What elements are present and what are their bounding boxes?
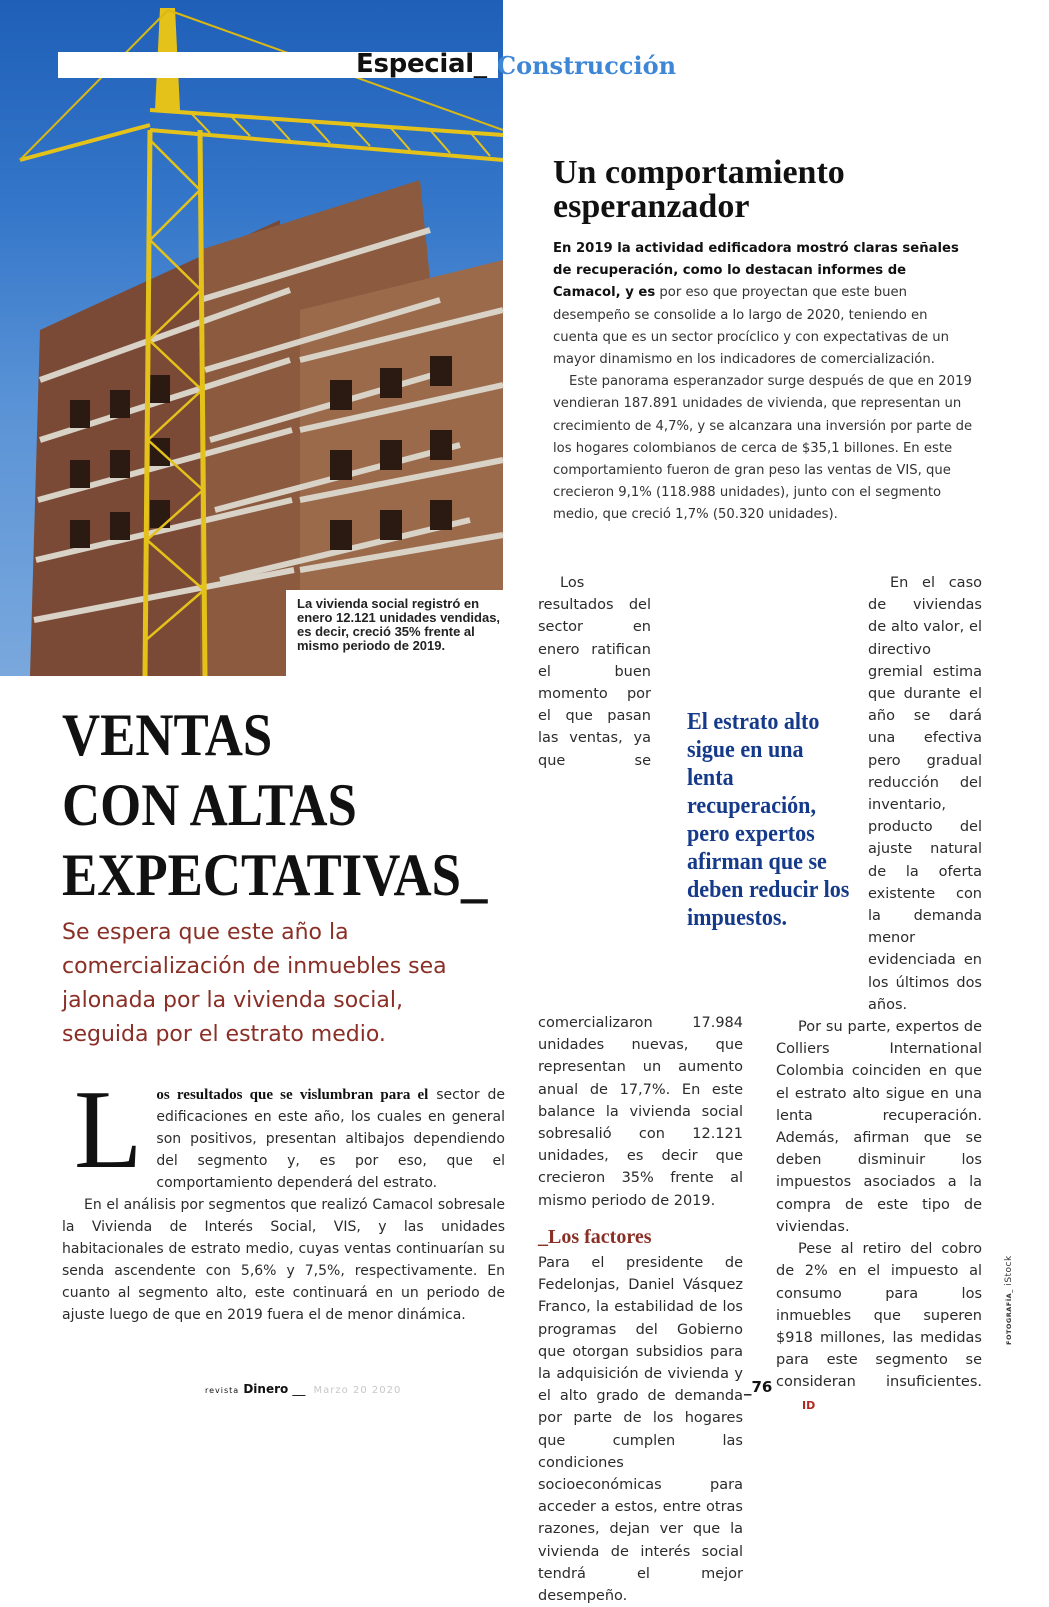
paragraph-intro: Los resultados que se vislumbran para el sector de edificaciones en este año, los cuales en general son positivos, presentan altibajos dependiendo del segmento y, es por eso, que el comportamiento dependerá del estrato. bbox=[74, 1068, 505, 1192]
box-paragraph-1: En 2019 la actividad edificadora mostró claras señales de recuperación, como lo destacan informes de Camacol, y es por eso que proyectan que este buen desempeño se consolide a lo largo de 2020, teniendo en cuenta que es un sector procíclico y con expectativas de un mayor dinamismo en los indicadores de comercialización. bbox=[553, 241, 959, 368]
section-label: Especial_ bbox=[356, 49, 487, 79]
end-mark: ID bbox=[802, 1398, 816, 1412]
paragraph-final: Pese al retiro del cobro de 2% en el impuesto al consumo para los inmuebles que superen $918 millones, las medidas para este segmento se consideran insuficientes.ID bbox=[776, 1238, 982, 1417]
issue-date: Marzo 20 2020 bbox=[313, 1385, 402, 1396]
publication-brand: Dinero bbox=[243, 1382, 289, 1396]
box-body bbox=[553, 238, 973, 527]
subsection-title: _Los factores bbox=[538, 1225, 652, 1248]
footer-publication: revista Dinero __ Marzo 20 2020 bbox=[205, 1382, 402, 1397]
section-subtitle: Construcción bbox=[497, 51, 677, 80]
page-number: _76 bbox=[744, 1378, 773, 1396]
paragraph: Para el presidente de Fedelonjas, Daniel Vásquez Franco, la estabilidad de los programas del Gobierno que otorgan subsidios para la adquisición de vivienda y el alto grado de demanda por parte de los hogares que cumplen las condiciones socioeconómicas para acceder a estos, entre otras razones, dejan ver que la vivienda de interés social tendrá el mejor desempeño. bbox=[538, 1255, 743, 1605]
photo-caption: La vivienda social registró en enero 12.121 unidades vendidas, es decir, creció 35% frente al mismo periodo de 2019. bbox=[286, 590, 503, 676]
paragraph: En el caso de viviendas de alto valor, el directivo gremial estima que durante el año se dará una efectiva pero gradual reducción del inventario, producto del ajuste natural de la oferta existente con la demanda menor evidenciada en los últimos dos años. bbox=[868, 575, 982, 1013]
construction-crane-illustration bbox=[0, 0, 503, 676]
paragraph: Los resultados del sector en enero ratifican el buen momento por el que pasan las ventas, ya que se comercializaron 17.984 unidades nuevas, que representan un aumento anual de 17,7%. En este balance la vivienda social sobresalió con 12.121 unidades, es decir que crecieron 35% frente al mismo periodo de 2019. bbox=[538, 575, 743, 1209]
headline: VENTAS CON ALTAS EXPECTATIVAS_ bbox=[62, 702, 488, 908]
paragraph: En el análisis por segmentos que realizó Camacol sobresale la Vivienda de Interés Social, VIS, y las unidades habitacionales de estrato medio, cuyas ventas continuarían su senda ascendente con 5,6% y 7,5%, respectivamente. En cuanto al segmento alto, este continuará en un periodo de ajuste luego de que en 2019 fuera el de menor dinámica. bbox=[62, 1197, 505, 1323]
box-paragraph-2: Este panorama esperanzador surge después de que en 2019 vendieran 187.891 unidades de vivienda, que representan un crecimiento de 4,7%, y se alcanzara una inversión por parte de los hogares colombianos de cerca de $35,1 billones. En este comportamiento fueron de gran peso las ventas de VIS, que crecieron 9,1% (118.988 unidades), junto con el segmento medio, que creció 1,7% (50.320 unidades). bbox=[553, 374, 973, 523]
paragraph: Por su parte, expertos de Colliers International Colombia coinciden en que el estrato alto sigue en una lenta recuperación. Además, afirman que se deben disminuir los impuestos asociados a la compra de este tipo de viviendas. bbox=[776, 1019, 982, 1235]
article-column-3 bbox=[776, 572, 982, 1417]
article-column-1 bbox=[62, 1068, 505, 1326]
cover-photo bbox=[0, 0, 503, 676]
drop-cap: L bbox=[74, 1068, 143, 1192]
box-title: Un comportamiento esperanzador bbox=[553, 154, 845, 225]
photo-credit: FOTOGRAFÍA_ iStock bbox=[1004, 1255, 1014, 1345]
subheadline: Se espera que este año la comercialización de inmuebles sea jalonada por la vivienda social, seguida por el estrato medio. bbox=[62, 920, 447, 1047]
pull-quote: El estrato alto sigue en una lenta recuperación, pero expertos afirman que se deben reducir los impuestos. bbox=[687, 709, 850, 931]
